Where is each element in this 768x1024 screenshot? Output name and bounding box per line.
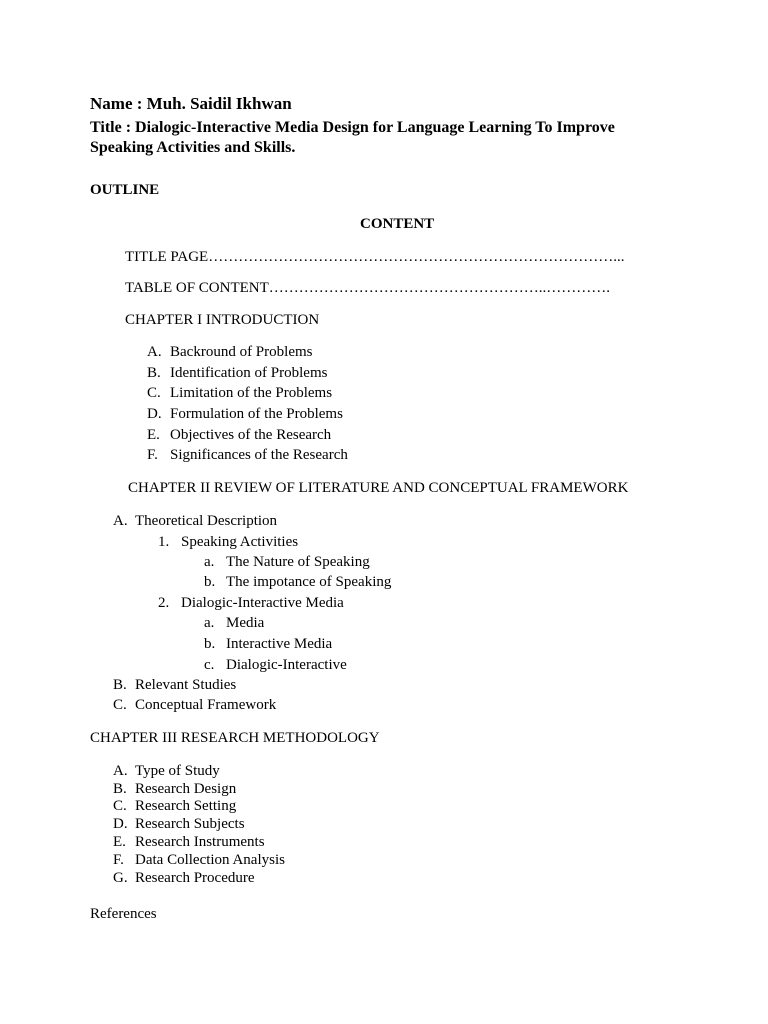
list-item-text: Theoretical Description xyxy=(135,513,278,529)
list-marker: A. xyxy=(113,513,128,529)
list-item-text: Interactive Media xyxy=(226,636,333,652)
chapter-2-heading: CHAPTER II REVIEW OF LITERATURE AND CONCEPTUAL FRAMEWORK xyxy=(128,480,629,496)
list-marker: G. xyxy=(113,870,128,886)
list-item xyxy=(147,343,162,361)
list-item-text: Research Subjects xyxy=(135,816,245,832)
list-item-text: Relevant Studies xyxy=(135,677,237,693)
toc-title-page: TITLE PAGE………………………………………………………………………... xyxy=(125,249,625,265)
list-marker: A. xyxy=(147,344,162,360)
list-marker: a. xyxy=(204,554,215,570)
chapter-1-heading: CHAPTER I INTRODUCTION xyxy=(125,312,320,328)
list-marker: E. xyxy=(113,834,126,850)
list-item xyxy=(147,384,161,402)
references-heading: References xyxy=(90,906,157,922)
chapter-3-heading: CHAPTER III RESEARCH METHODOLOGY xyxy=(90,730,380,746)
outline-label: OUTLINE xyxy=(90,182,160,198)
list-marker: C. xyxy=(113,697,127,713)
list-item-text: Type of Study xyxy=(135,763,220,779)
list-item-text: Research Setting xyxy=(135,798,237,814)
list-item-text: Dialogic-Interactive xyxy=(226,657,347,673)
list-marker: D. xyxy=(113,816,128,832)
list-item-text: Speaking Activities xyxy=(181,534,299,550)
list-marker: A. xyxy=(113,763,128,779)
list-marker: 1. xyxy=(158,534,170,550)
list-item-text: Research Procedure xyxy=(135,870,255,886)
list-marker: b. xyxy=(204,636,216,652)
list-item xyxy=(147,426,160,444)
list-item-text: Limitation of the Problems xyxy=(170,385,333,401)
list-marker: E. xyxy=(147,427,160,443)
list-item xyxy=(147,405,162,423)
list-marker: B. xyxy=(113,677,127,693)
toc-table-of-content: TABLE OF CONTENT………………………………………………..…………. xyxy=(125,280,611,296)
list-marker: c. xyxy=(204,657,215,673)
list-marker: F. xyxy=(113,852,124,868)
list-item-text: Dialogic-Interactive Media xyxy=(181,595,344,611)
thesis-title-line-1: Title : Dialogic-Interactive Media Design for Language Learning To Improve xyxy=(90,119,615,136)
list-item-text: Data Collection Analysis xyxy=(135,852,285,868)
list-item-text: Media xyxy=(226,615,265,631)
list-item-text: The Nature of Speaking xyxy=(226,554,370,570)
list-marker: C. xyxy=(113,798,127,814)
list-item-text: Conceptual Framework xyxy=(135,697,277,713)
list-marker: C. xyxy=(147,385,161,401)
list-item xyxy=(147,364,161,382)
list-marker: B. xyxy=(147,365,161,381)
list-item-text: Objectives of the Research xyxy=(170,427,332,443)
thesis-title-line-2: Speaking Activities and Skills. xyxy=(90,139,296,156)
list-item-text: Significances of the Research xyxy=(170,447,348,463)
content-heading: CONTENT xyxy=(360,216,435,232)
list-item xyxy=(147,446,158,464)
list-item-text: Research Instruments xyxy=(135,834,265,850)
list-marker: B. xyxy=(113,781,127,797)
list-marker: b. xyxy=(204,574,216,590)
list-marker: a. xyxy=(204,615,215,631)
list-marker: F. xyxy=(147,447,158,463)
list-item-text: Identification of Problems xyxy=(170,365,328,381)
list-item-text: The impotance of Speaking xyxy=(226,574,392,590)
list-marker: D. xyxy=(147,406,162,422)
author-name: Name : Muh. Saidil Ikhwan xyxy=(90,94,292,113)
list-item-text: Research Design xyxy=(135,781,237,797)
list-item-text: Formulation of the Problems xyxy=(170,406,343,422)
list-item-text: Backround of Problems xyxy=(170,344,313,360)
list-marker: 2. xyxy=(158,595,170,611)
